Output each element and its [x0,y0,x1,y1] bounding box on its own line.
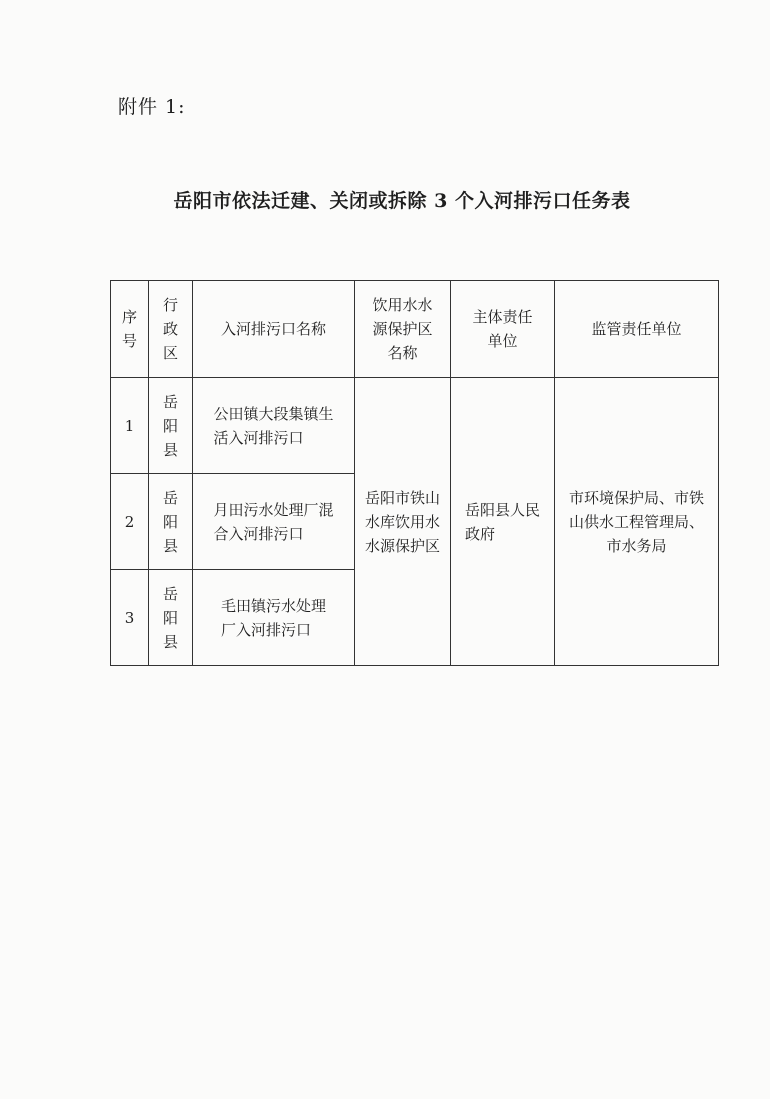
row-district-cell [149,570,193,666]
row-outlet-name: 毛田镇污水处理厂入河排污口 [221,596,327,639]
row-outlet-name-cell [193,570,355,666]
row-outlet-name-cell [193,474,355,570]
header-serial [111,281,149,378]
water-source-cell [355,378,451,666]
row-district-cell [149,474,193,570]
header-supervisor [555,281,719,378]
table-row [111,378,719,474]
row-district: 岳阳县 [163,584,179,651]
document-title: 岳阳市依法迁建、关闭或拆除 3 个入河排污口任务表 [173,190,631,212]
supervisor-value: 市环境保护局、市铁山供水工程管理局、市水务局 [569,488,705,555]
row-outlet-name: 公田镇大段集镇生活入河排污口 [213,404,334,447]
responsible-cell [451,378,555,666]
table-header-row [111,281,719,378]
header-district [149,281,193,378]
row-serial: 2 [111,474,149,570]
header-outlet-name-label: 入河排污口名称 [220,320,326,338]
header-outlet-name [193,281,355,378]
header-responsible [451,281,555,378]
row-serial: 1 [111,378,149,474]
header-water-source [355,281,451,378]
header-supervisor-label: 监管责任单位 [591,320,682,338]
attachment-label: 附件 1: [118,96,186,118]
responsible-value: 岳阳县人民政府 [465,500,541,543]
header-serial-label: 序号 [122,308,138,350]
supervisor-cell [555,378,719,666]
header-responsible-label: 主体责任单位 [472,308,533,350]
header-district-label: 行政区 [163,296,179,362]
row-district: 岳阳县 [163,488,179,555]
header-water-source-label: 饮用水水源保护区名称 [372,296,433,362]
row-outlet-name-cell [193,378,355,474]
water-source-value: 岳阳市铁山水库饮用水水源保护区 [365,488,441,555]
row-district: 岳阳县 [163,392,179,459]
row-outlet-name: 月田污水处理厂混合入河排污口 [213,500,334,543]
row-district-cell [149,378,193,474]
row-serial: 3 [111,570,149,666]
task-table [110,280,719,666]
